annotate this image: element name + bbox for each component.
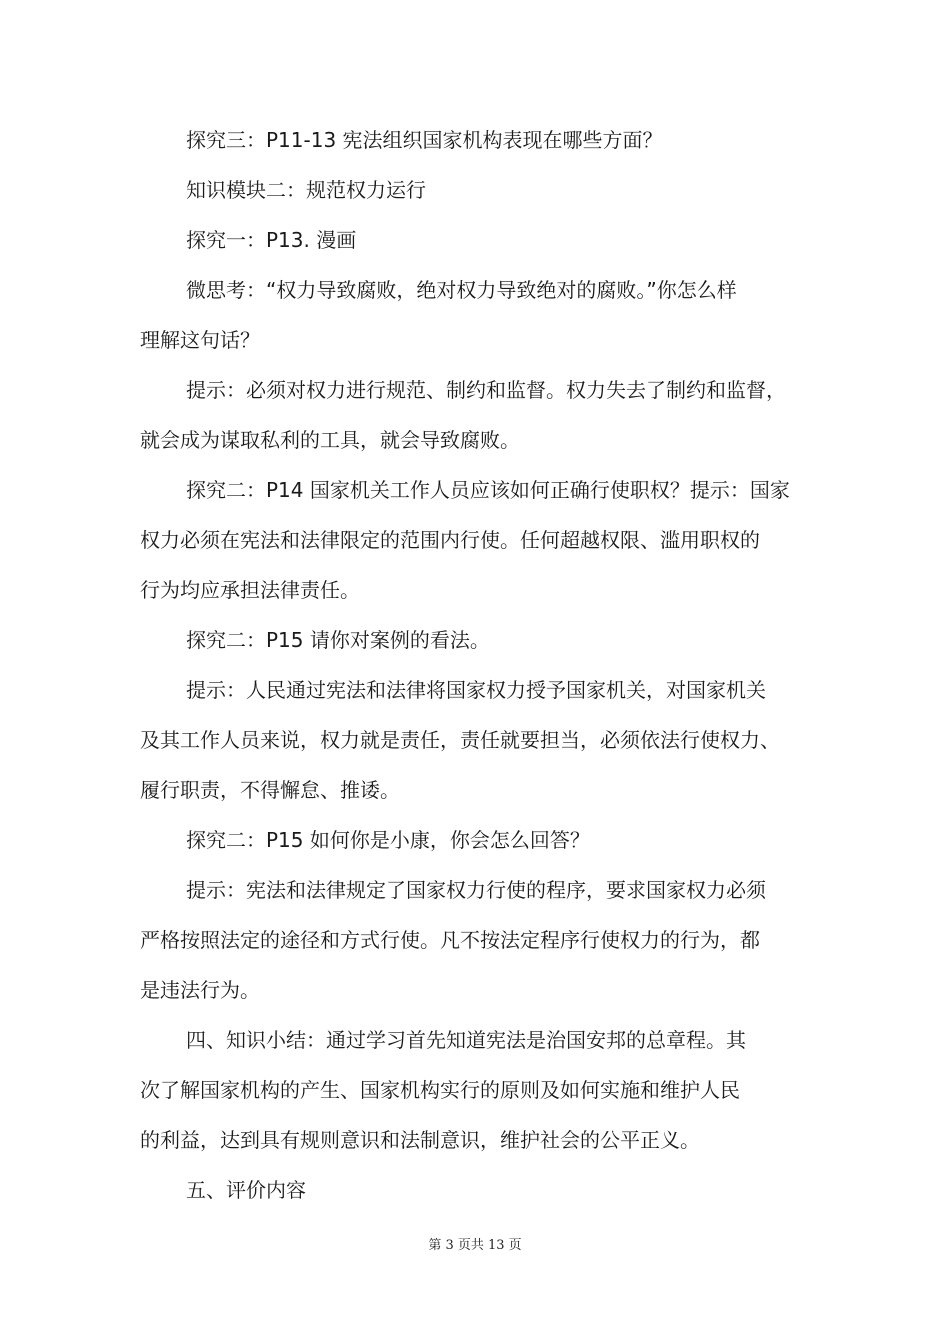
paragraph-line: 提示：必须对权力进行规范、制约和监督。权力失去了制约和监督， — [186, 378, 786, 402]
paragraph-line: 探究二：P14 国家机关工作人员应该如何正确行使职权？提示：国家 — [186, 478, 790, 502]
paragraph-line: 提示：宪法和法律规定了国家权力行使的程序，要求国家权力必须 — [186, 878, 766, 902]
page-number-footer: 第 3 页共 13 页 — [428, 1238, 522, 1253]
paragraph-line: 严格按照法定的途径和方式行使。凡不按法定程序行使权力的行为，都 — [140, 928, 760, 952]
paragraph-line: 探究二：P15 如何你是小康，你会怎么回答？ — [186, 828, 590, 852]
section-heading: 五、评价内容 — [186, 1178, 306, 1202]
paragraph-line: 就会成为谋取私利的工具，就会导致腐败。 — [140, 428, 520, 452]
paragraph-line: 履行职责，不得懈怠、推诿。 — [140, 778, 400, 802]
paragraph-line: 是违法行为。 — [140, 978, 260, 1002]
paragraph-line: 行为均应承担法律责任。 — [140, 578, 360, 602]
paragraph-line: 提示：人民通过宪法和法律将国家权力授予国家机关，对国家机关 — [186, 678, 766, 702]
paragraph-line: 探究三：P11-13 宪法组织国家机构表现在哪些方面？ — [186, 128, 663, 152]
paragraph-line: 及其工作人员来说，权力就是责任，责任就要担当，必须依法行使权力、 — [140, 728, 780, 752]
paragraph-line: 的利益，达到具有规则意识和法制意识，维护社会的公平正义。 — [140, 1128, 700, 1152]
paragraph-line: 权力必须在宪法和法律限定的范围内行使。任何超越权限、滥用职权的 — [140, 528, 760, 552]
paragraph-line: 微思考：“权力导致腐败，绝对权力导致绝对的腐败。”你怎么样 — [186, 278, 737, 302]
section-heading: 知识模块二：规范权力运行 — [186, 178, 426, 202]
paragraph-line: 理解这句话？ — [140, 328, 260, 352]
paragraph-line: 探究一：P13. 漫画 — [186, 228, 357, 252]
section-heading: 四、知识小结：通过学习首先知道宪法是治国安邦的总章程。其 — [186, 1028, 746, 1052]
paragraph-line: 次了解国家机构的产生、国家机构实行的原则及如何实施和维护人民 — [140, 1078, 740, 1102]
paragraph-line: 探究二：P15 请你对案例的看法。 — [186, 628, 490, 652]
